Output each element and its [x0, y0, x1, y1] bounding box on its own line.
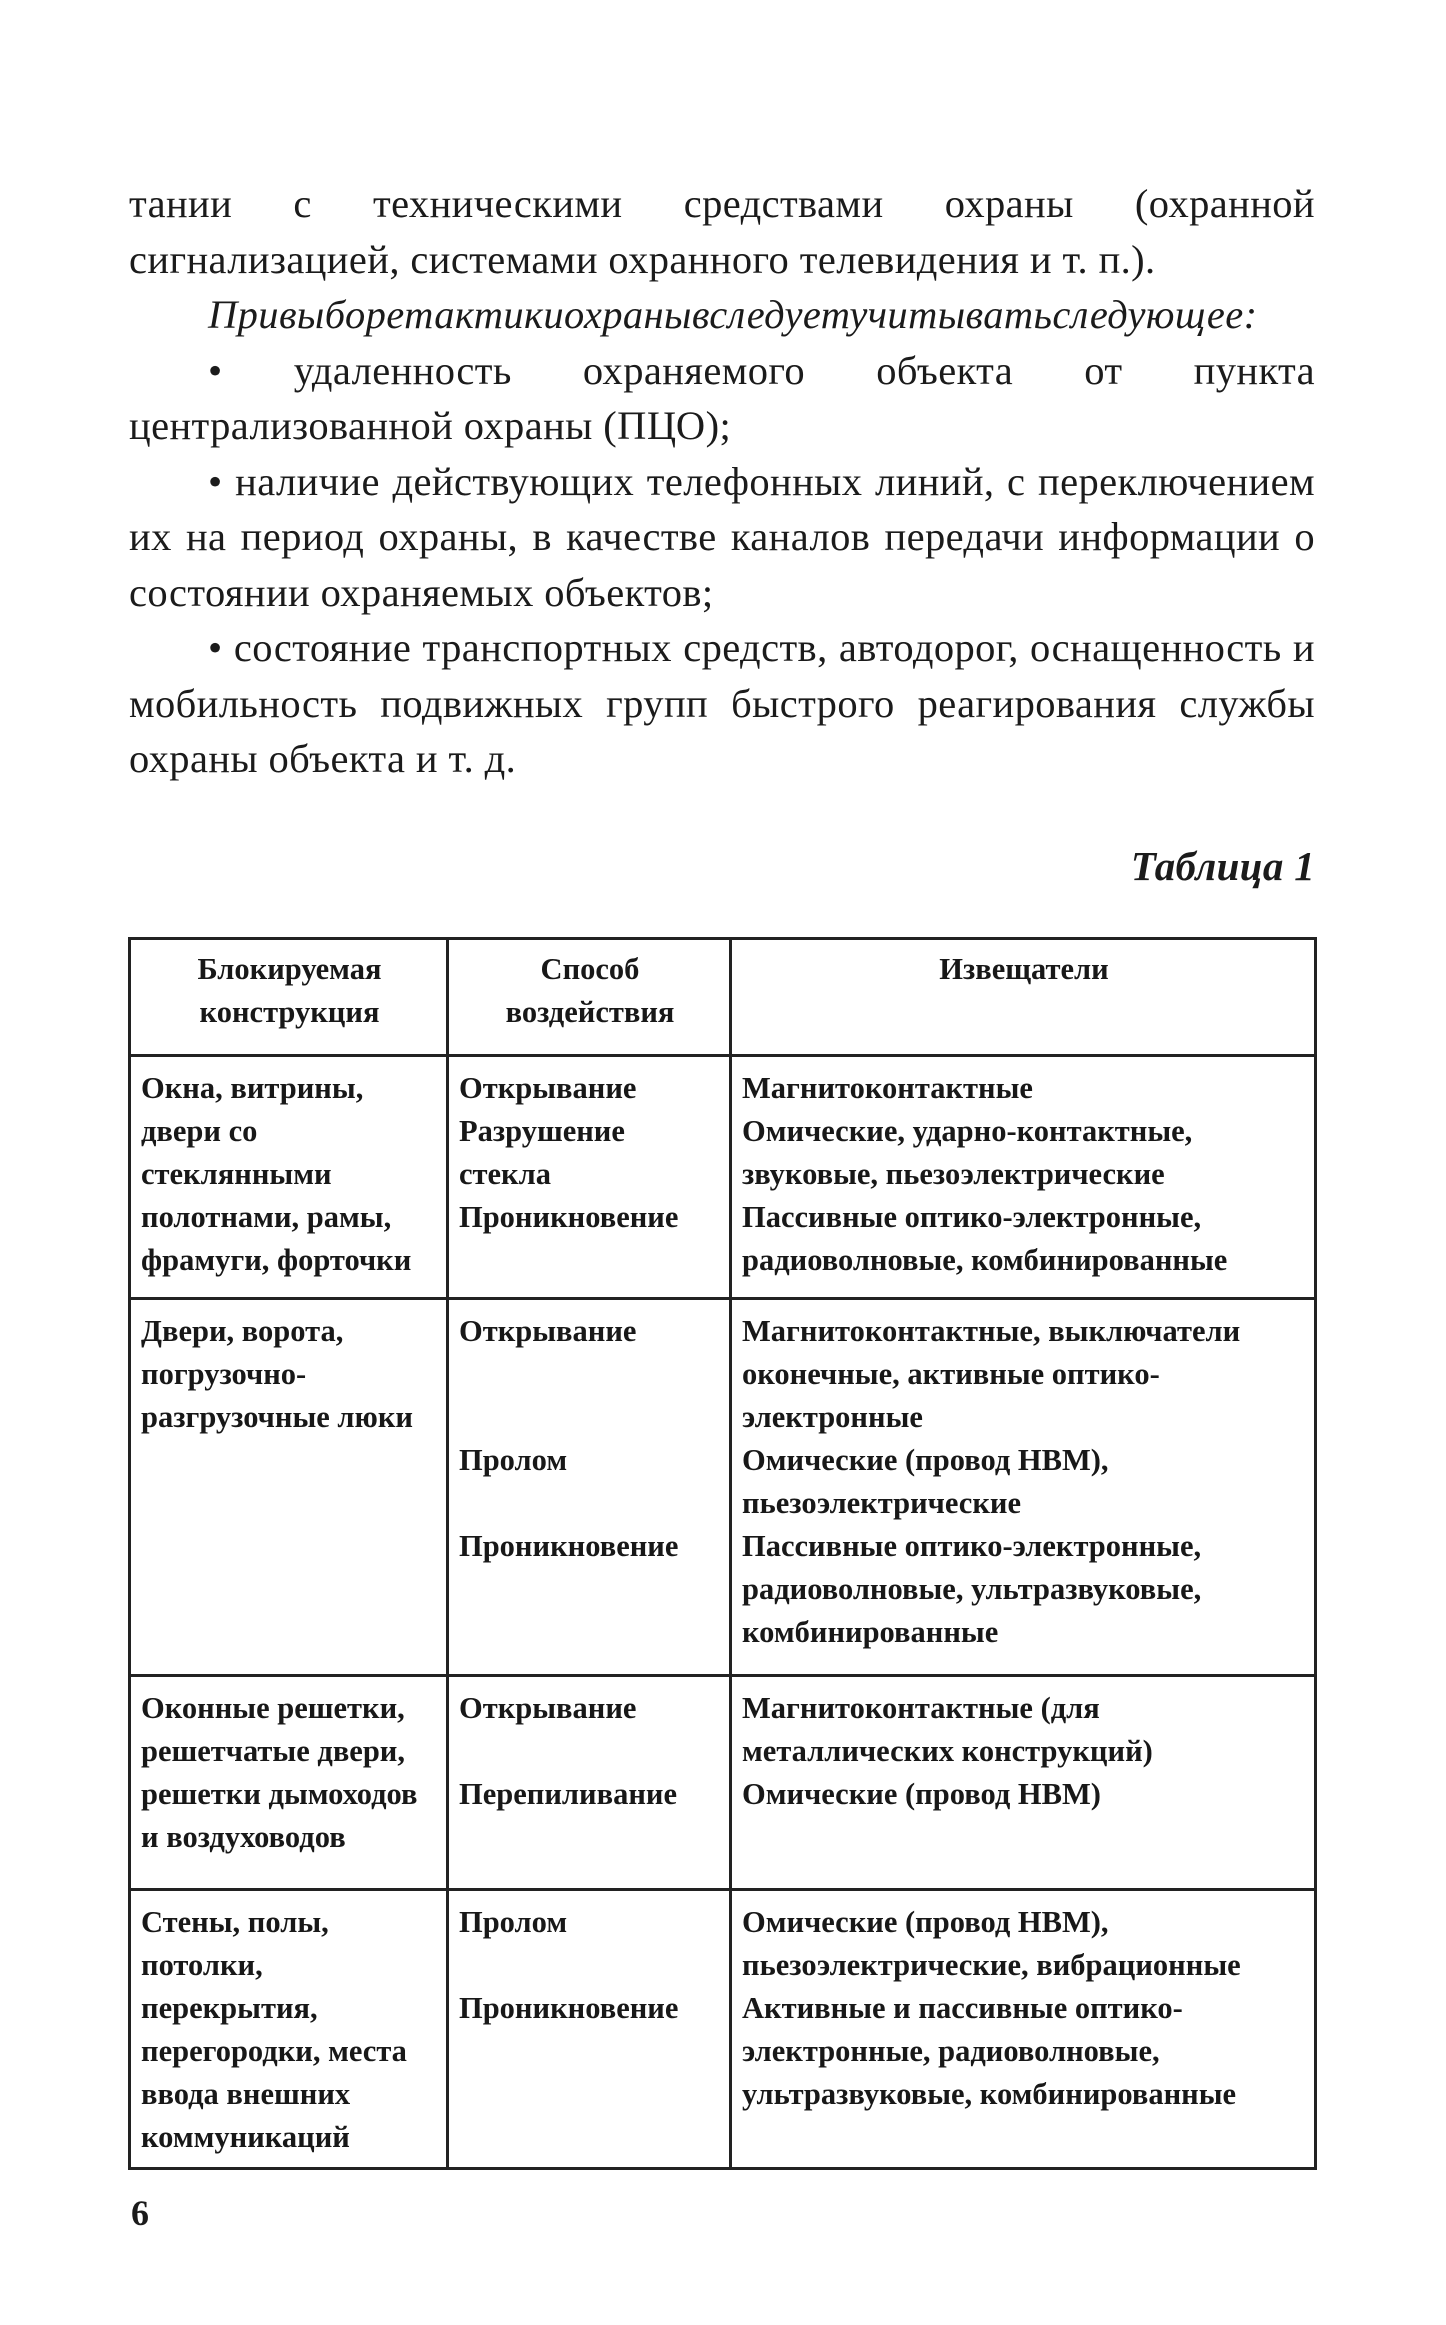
- cell-construction: Стены, полы, потолки, перекрытия, перегородки, места ввода внешних коммуникаций: [130, 1890, 448, 2169]
- body-text: [129, 176, 1315, 787]
- cell-detectors: [731, 1299, 1316, 1676]
- spacer: [459, 1482, 721, 1525]
- lead-in-sentence: Привыборетактикиохранывследуетучитыватьследующее:: [208, 292, 1258, 337]
- detector-item: Омические (провод НВМ), пьезоэлектрические: [742, 1443, 1109, 1520]
- cell-construction: Двери, ворота, погрузочно-разгрузочные люки: [130, 1299, 448, 1676]
- method-item: Проникновение: [459, 1529, 679, 1563]
- header-detectors: Извещатели: [731, 939, 1316, 1056]
- bullet-item: • состояние транспортных средств, автодорог, оснащенность и мобильность подвижных групп быстрого реагирования службы охраны объекта и т. д.: [129, 625, 1315, 781]
- table-container: [128, 937, 1314, 2170]
- cell-method: [448, 1890, 731, 2169]
- table-row: [130, 1890, 1316, 2169]
- spacer: [459, 1730, 721, 1773]
- detector-item: Пассивные оптико-электронные, радиоволновые, комбинированные: [742, 1200, 1228, 1277]
- table-row: [130, 1056, 1316, 1299]
- method-item: Разрушение стекла: [459, 1114, 625, 1191]
- table-row: [130, 1676, 1316, 1890]
- method-item: Открывание: [459, 1314, 637, 1348]
- spacer: [459, 1396, 721, 1439]
- detector-item: Активные и пассивные оптико-электронные, радиоволновые, ультразвуковые, комбинированные: [742, 1991, 1237, 2111]
- detector-item: Омические (провод НВМ): [742, 1777, 1101, 1811]
- detector-item: Магнитоконтактные, выключатели оконечные, активные оптико-электронные: [742, 1314, 1241, 1434]
- method-item: Открывание: [459, 1691, 637, 1725]
- method-item: Пролом: [459, 1443, 568, 1477]
- detector-item: Омические, ударно-контактные, звуковые, пьезоэлектрические: [742, 1114, 1193, 1191]
- method-item: Пролом: [459, 1905, 568, 1939]
- bullet-item: • удаленность охраняемого объекта от пункта централизованной охраны (ПЦО);: [129, 347, 1315, 448]
- table-row: [130, 1299, 1316, 1676]
- method-item: Открывание: [459, 1071, 637, 1105]
- cell-detectors: [731, 1056, 1316, 1299]
- method-item: Перепиливание: [459, 1777, 677, 1811]
- cell-method: [448, 1676, 731, 1890]
- paragraph-continued: тании с техническими средствами охраны (охранной сигнализацией, системами охранного телевидения и т. п.).: [129, 181, 1315, 282]
- spacer: [459, 1353, 721, 1396]
- detector-item: Пассивные оптико-электронные, радиоволновые, ультразвуковые, комбинированные: [742, 1529, 1202, 1649]
- cell-method: [448, 1056, 731, 1299]
- page-number: 6: [131, 2193, 149, 2233]
- bullet-item: • наличие действующих телефонных линий, с переключением их на период охраны, в качестве каналов передачи информации о состоянии охраняемых объектов;: [129, 458, 1315, 615]
- detector-item: Магнитоконтактные (для металлических конструкций): [742, 1691, 1153, 1768]
- table-header-row: [130, 939, 1316, 1056]
- cell-construction: Окна, витрины, двери со стеклянными полотнами, рамы, фрамуги, форточки: [130, 1056, 448, 1299]
- detector-item: Омические (провод НВМ), пьезоэлектрические, вибрационные: [742, 1905, 1241, 1982]
- detector-item: Магнитоконтактные: [742, 1071, 1033, 1105]
- table-caption: Таблица 1: [1130, 843, 1315, 889]
- header-method: Способ воздействия: [448, 939, 731, 1056]
- method-item: Проникновение: [459, 1991, 679, 2025]
- cell-detectors: [731, 1676, 1316, 1890]
- cell-detectors: [731, 1890, 1316, 2169]
- cell-construction: Оконные решетки, решетчатые двери, решетки дымоходов и воздуховодов: [130, 1676, 448, 1890]
- method-item: Проникновение: [459, 1200, 679, 1234]
- header-construction: Блокируемая конструкция: [130, 939, 448, 1056]
- detectors-table: [128, 937, 1317, 2170]
- cell-method: [448, 1299, 731, 1676]
- spacer: [459, 1944, 721, 1987]
